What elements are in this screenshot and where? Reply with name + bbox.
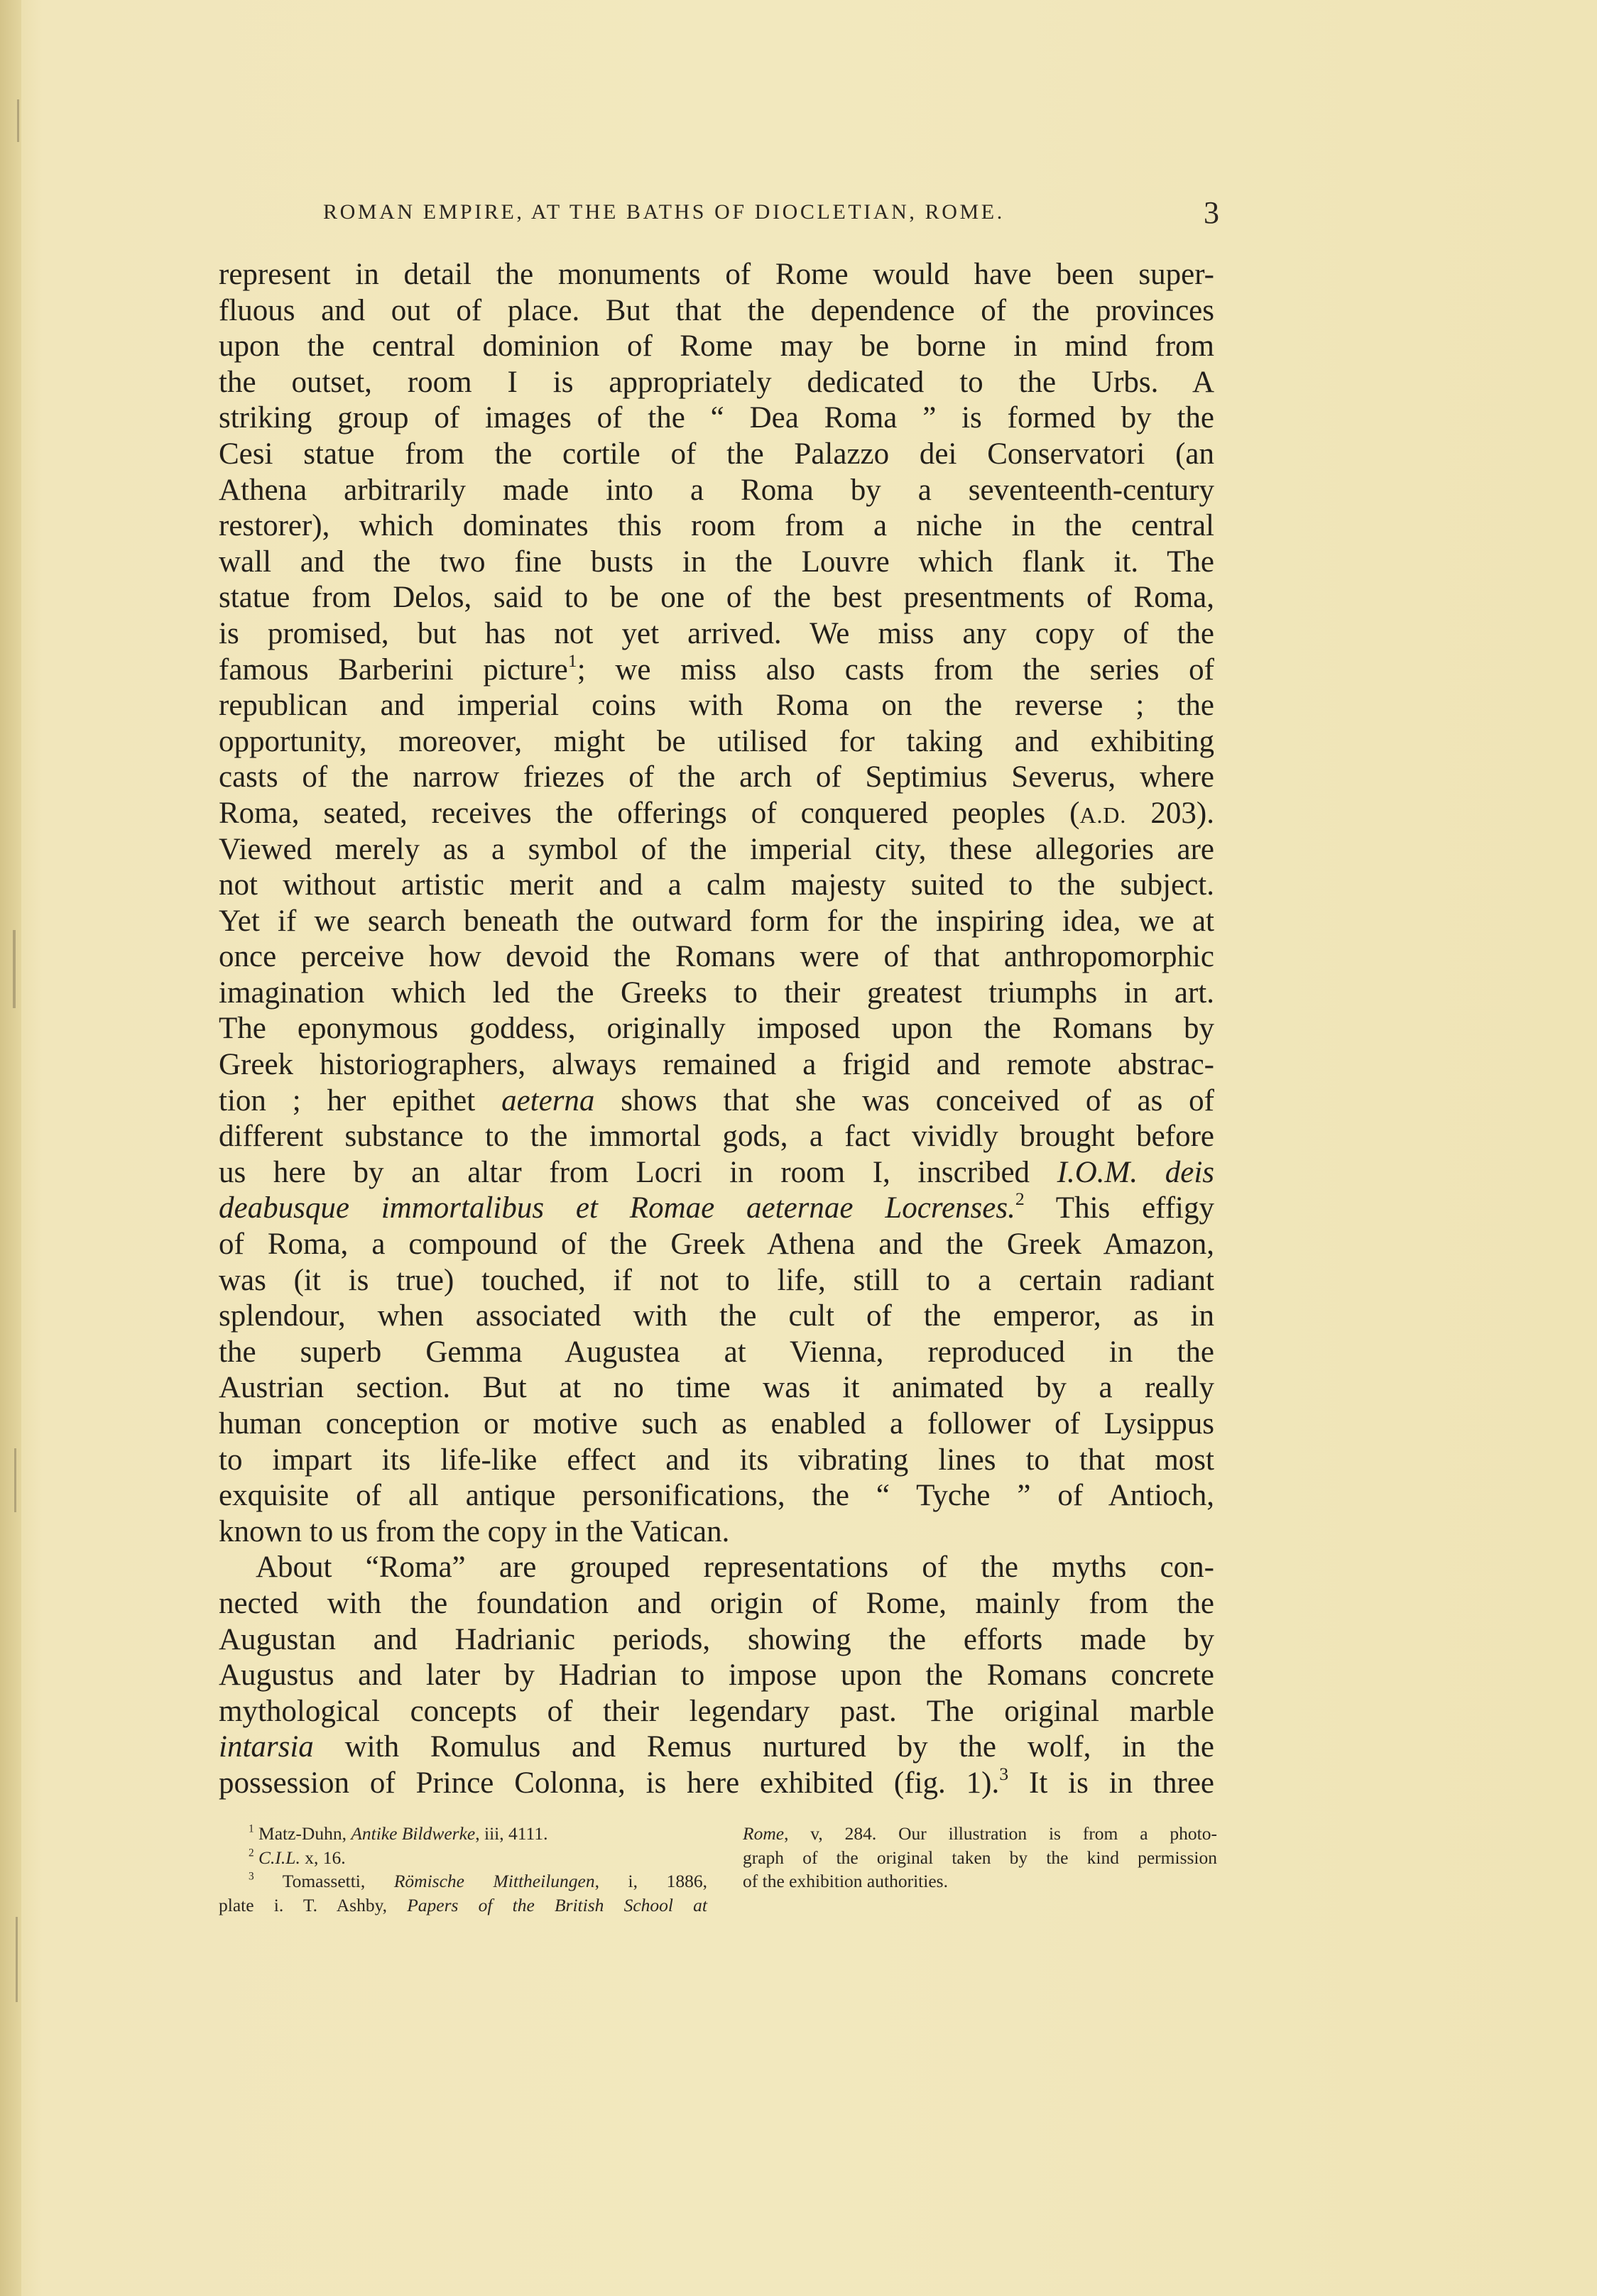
text-line: Cesi statue from the cortile of the Palazzo dei Conservatori (an	[219, 437, 1214, 471]
margin-mark	[13, 930, 16, 1008]
text-line: Austrian section. But at no time was it animated by a really	[219, 1371, 1214, 1405]
footnote-ref: 2	[1015, 1188, 1025, 1210]
footnote-ref: 1	[567, 650, 577, 671]
italic-text: aeterna	[501, 1083, 595, 1117]
text-line: splendour, when associated with the cult of the emperor, as in	[219, 1299, 1214, 1333]
text-line: The eponymous goddess, originally imposed upon the Romans by	[219, 1012, 1214, 1046]
text-line: wall and the two fine busts in the Louvre which flank it. The	[219, 545, 1214, 579]
page-number: 3	[1204, 195, 1219, 230]
text-line	[219, 1155, 1214, 1191]
text-line: fluous and out of place. But that the dependence of the provinces	[219, 293, 1214, 327]
text-line: nected with the foundation and origin of Rome, mainly from the	[219, 1586, 1214, 1620]
italic-text: intarsia	[219, 1730, 314, 1764]
text-line	[219, 1188, 1214, 1227]
text-line: Augustan and Hadrianic periods, showing the efforts made by	[219, 1622, 1214, 1656]
footnote-text: plate i. T. Ashby,	[219, 1894, 408, 1915]
text-line: upon the central dominion of Rome may be borne in mind from	[219, 329, 1214, 363]
text-segment: famous Barberini picture	[219, 652, 568, 687]
text-line	[219, 1729, 1214, 1766]
text-line: Greek historiographers, always remained a frigid and remote abstrac-	[219, 1048, 1214, 1082]
footnote-text: , i, 1886,	[594, 1871, 707, 1891]
footnote-3-cont	[743, 1822, 1217, 1846]
footnote-italic: Römische Mittheilungen	[393, 1871, 595, 1891]
margin-mark	[14, 1448, 16, 1512]
text-line: Yet if we search beneath the outward form for the inspiring idea, we at	[219, 904, 1214, 938]
page-spine-edge	[0, 0, 21, 2296]
text-segment: Roma, seated, receives the offerings of conquered peoples (	[219, 796, 1080, 830]
footnote-3	[219, 1869, 707, 1893]
footnote-3-cont	[219, 1893, 707, 1918]
text-line: of Roma, a compound of the Greek Athena and the Greek Amazon,	[219, 1228, 1214, 1262]
text-line: different substance to the immortal gods, a fact vividly brought before	[219, 1120, 1214, 1154]
footnote-italic: Rome	[743, 1823, 785, 1844]
text-segment: It is in three	[1008, 1766, 1214, 1800]
text-line: the outset, room I is appropriately dedicated to the Urbs. A	[219, 365, 1214, 399]
text-line: not without artistic merit and a calm majesty suited to the subject.	[219, 868, 1214, 902]
text-line	[219, 1083, 1214, 1120]
footnote-text: x, 16.	[300, 1847, 346, 1868]
text-line	[219, 796, 1214, 832]
text-line: is promised, but has not yet arrived. We miss any copy of the	[219, 616, 1214, 650]
text-line	[219, 652, 1214, 689]
footnote-text: Matz-Duhn,	[254, 1823, 351, 1844]
text-line: human conception or motive such as enabled a follower of Lysippus	[219, 1407, 1214, 1441]
text-segment: tion ; her epithet	[219, 1083, 502, 1117]
text-segment: shows that she was conceived of as of	[594, 1083, 1214, 1117]
footnote-italic: C.I.L.	[258, 1847, 300, 1868]
text-line: restorer), which dominates this room from a niche in the central	[219, 509, 1214, 543]
body-text	[219, 257, 1214, 1802]
margin-mark	[16, 1917, 18, 2002]
text-line: known to us from the copy in the Vatican.	[219, 1514, 730, 1548]
footnote-text: Tomassetti,	[254, 1871, 394, 1891]
text-line: to impart its life-like effect and its vibrating lines to that most	[219, 1443, 1214, 1477]
text-segment: us here by an altar from Locri in room I, inscribed	[219, 1155, 1057, 1189]
text-line: exquisite of all antique personifications, the “ Tyche ” of Antioch,	[219, 1479, 1214, 1513]
text-segment: ; we miss also casts from the series of	[577, 652, 1215, 687]
footnote-italic: Papers of the British School at	[407, 1894, 707, 1915]
footnote-text: , iii, 4111.	[475, 1823, 548, 1844]
text-segment: 203).	[1126, 796, 1214, 830]
footnote-number: 3	[249, 1870, 254, 1883]
text-line: represent in detail the monuments of Rome would have been super-	[219, 258, 1214, 291]
footnote-italic: Antike Bildwerke	[351, 1823, 476, 1844]
footnote-1	[219, 1822, 707, 1846]
footnote-number: 2	[249, 1846, 254, 1859]
footnote-text: , v, 284. Our illustration is from a photo-	[784, 1823, 1217, 1844]
text-line: Athena arbitrarily made into a Roma by a seventeenth-century	[219, 473, 1214, 507]
text-line: opportunity, moreover, might be utilised for taking and exhibiting	[219, 724, 1214, 758]
text-line: republican and imperial coins with Roma on the reverse ; the	[219, 689, 1214, 723]
footnote-number: 1	[249, 1822, 254, 1835]
text-line: once perceive how devoid the Romans were of that anthropomorphic	[219, 940, 1214, 974]
running-head	[323, 197, 1219, 233]
text-segment: with Romulus and Remus nurtured by the wolf, in the	[313, 1730, 1214, 1764]
text-line: the superb Gemma Augustea at Vienna, reproduced in the	[219, 1335, 1214, 1369]
footnote-ref: 3	[999, 1763, 1009, 1784]
text-segment: possession of Prince Colonna, is here exhibited (fig. 1).	[219, 1766, 1000, 1800]
footnotes-left-column	[219, 1822, 707, 1917]
text-line: Augustus and later by Hadrian to impose upon the Romans concrete	[219, 1658, 1214, 1693]
footnote-3-cont: graph of the original taken by the kind permission	[743, 1847, 1217, 1868]
margin-mark	[17, 99, 19, 142]
text-line	[219, 1763, 1214, 1802]
text-line: mythological concepts of their legendary past. The original marble	[219, 1694, 1214, 1728]
text-line: imagination which led the Greeks to their greatest triumphs in art.	[219, 975, 1214, 1010]
footnote-2	[219, 1846, 707, 1870]
text-line: statue from Delos, said to be one of the best presentments of Roma,	[219, 581, 1214, 615]
small-caps-date: A.D.	[1079, 802, 1127, 828]
text-line: striking group of images of the “ Dea Roma ” is formed by the	[219, 401, 1214, 435]
text-segment: This effigy	[1024, 1191, 1214, 1225]
text-line: About “Roma” are grouped representations of the myths con-	[256, 1551, 1214, 1585]
running-title: ROMAN EMPIRE, AT THE BATHS OF DIOCLETIAN, ROME.	[323, 200, 1005, 224]
text-line: was (it is true) touched, if not to life, still to a certain radiant	[219, 1263, 1214, 1297]
italic-text: deabusque immortalibus et Romae aeternae Locrenses.	[219, 1191, 1015, 1225]
footnote-3-cont: of the exhibition authorities.	[743, 1871, 948, 1891]
footnotes-right-column	[743, 1822, 1217, 1893]
text-line: Viewed merely as a symbol of the imperial city, these allegories are	[219, 832, 1214, 866]
italic-text: I.O.M. deis	[1057, 1155, 1215, 1189]
text-line: casts of the narrow friezes of the arch of Septimius Severus, where	[219, 760, 1214, 794]
